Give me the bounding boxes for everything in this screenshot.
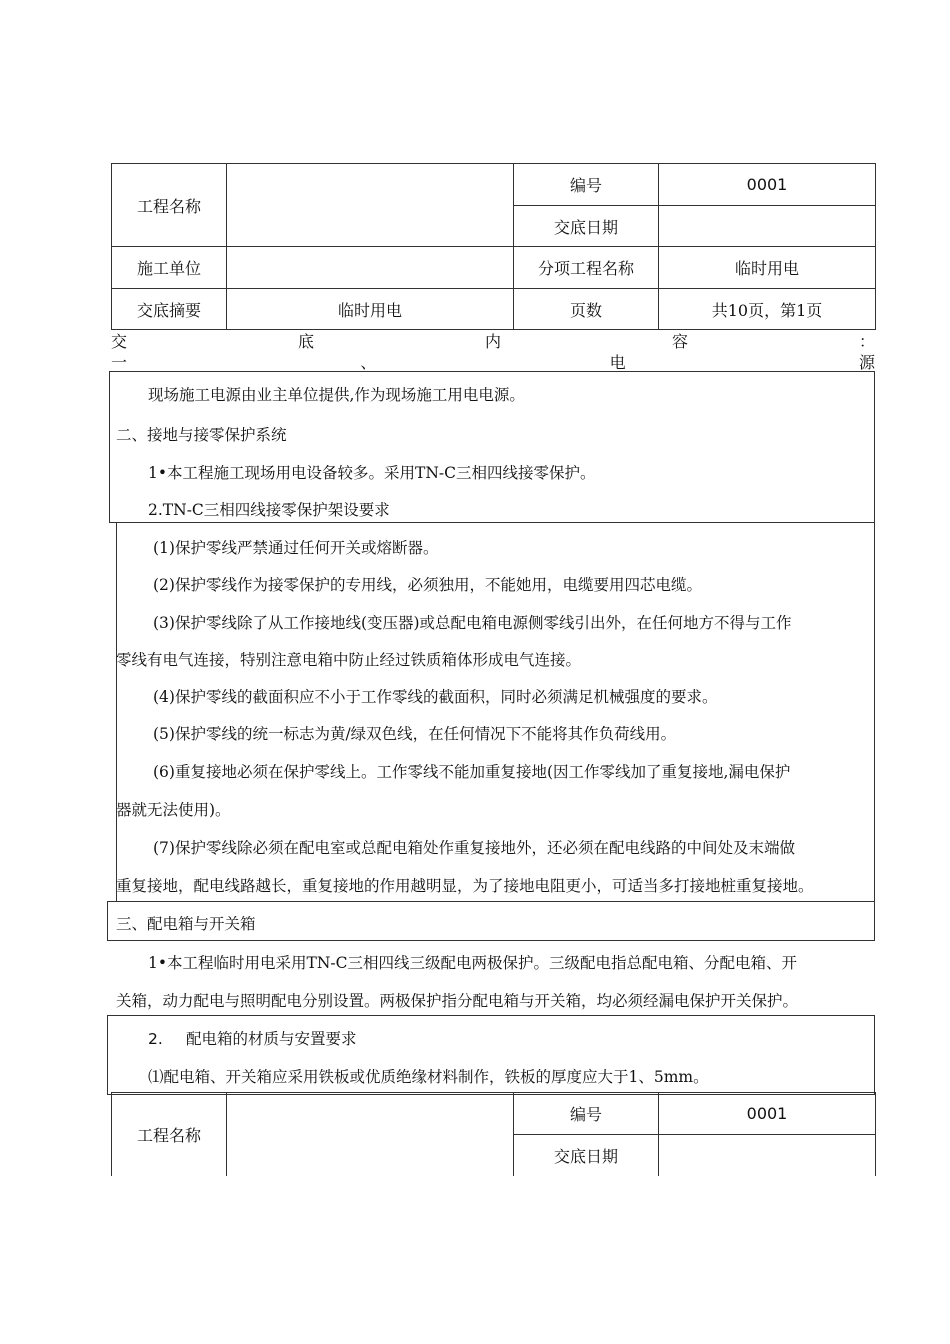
project-name-value bbox=[227, 164, 514, 247]
rule-item-7-line-2: 重复接地，配电线路越长，重复接地的作用越明显，为了接地电阻更小，可适当多打接地桩重复接地。 bbox=[116, 877, 814, 895]
rule-item-3-line-1: (3)保护零线除了从工作接地线(变压器)或总配电箱电源侧零线引出外，在任何地方不得与工作 bbox=[153, 614, 792, 632]
section-three-heading: 三、配电箱与开关箱 bbox=[116, 915, 256, 933]
distribution-paragraph-line-2: 关箱，动力配电与照明配电分别设置。两极保护指分配电箱与开关箱，均必须经漏电保护开关保护。 bbox=[116, 992, 799, 1010]
material-requirement-1: ⑴配电箱、开关箱应采用铁板或优质绝缘材料制作，铁板的厚度应大于1、5mm。 bbox=[148, 1068, 709, 1086]
distribution-paragraph-line-1: 1•本工程临时用电采用TN-C三相四线三级配电两极保护。三级配电指总配电箱、分配电箱、开 bbox=[148, 954, 798, 972]
heading-char: 内 bbox=[484, 332, 501, 351]
heading-char: 源 bbox=[858, 353, 875, 372]
pages-label: 页数 bbox=[514, 289, 659, 330]
project-name-label: 工程名称 bbox=[112, 164, 227, 247]
power-source-heading-line bbox=[111, 354, 875, 372]
footer-number-label: 编号 bbox=[514, 1093, 659, 1135]
rule-item-2: (2)保护零线作为接零保护的专用线，必须独用，不能她用，电缆要用四芯电缆。 bbox=[153, 576, 702, 594]
rule-item-6-line-2: 器就无法使用)。 bbox=[116, 801, 231, 819]
heading-char: 一 bbox=[111, 353, 128, 372]
heading-char: 底 bbox=[297, 332, 314, 351]
rule-item-7-line-1: (7)保护零线除必须在配电室或总配电箱处作重复接地外，还必须在配电线路的中间处及末端做 bbox=[153, 839, 795, 857]
summary-value: 临时用电 bbox=[227, 289, 514, 330]
pages-value: 共10页，第1页 bbox=[659, 289, 876, 330]
material-item-heading: 配电箱的材质与安置要求 bbox=[186, 1030, 357, 1048]
footer-date-value bbox=[659, 1135, 876, 1176]
date-label: 交底日期 bbox=[514, 206, 659, 247]
footer-date-label: 交底日期 bbox=[514, 1135, 659, 1176]
heading-char: ： bbox=[858, 332, 875, 351]
power-source-paragraph: 现场施工电源由业主单位提供,作为现场施工用电电源。 bbox=[148, 386, 525, 404]
footer-table bbox=[111, 1092, 876, 1176]
sub-project-label: 分项工程名称 bbox=[514, 247, 659, 289]
summary-label: 交底摘要 bbox=[112, 289, 227, 330]
material-item-number: 2. bbox=[148, 1030, 163, 1048]
heading-char: 交 bbox=[111, 332, 128, 351]
heading-char: 、 bbox=[360, 353, 377, 372]
date-value bbox=[659, 206, 876, 247]
grounding-paragraph-1: 1•本工程施工现场用电设备较多。采用TN-C三相四线接零保护。 bbox=[148, 464, 596, 482]
footer-number-value: 0001 bbox=[659, 1093, 876, 1135]
rule-item-3-line-2: 零线有电气连接，特别注意电箱中防止经过铁质箱体形成电气连接。 bbox=[116, 651, 582, 669]
contractor-label: 施工单位 bbox=[112, 247, 227, 289]
header-table bbox=[111, 163, 876, 330]
number-value: 0001 bbox=[659, 164, 876, 206]
heading-char: 电 bbox=[609, 353, 626, 372]
number-label: 编号 bbox=[514, 164, 659, 206]
content-heading-line bbox=[111, 333, 875, 351]
rule-item-5: (5)保护零线的统一标志为黄/绿双色线，在任何情况下不能将其作负荷线用。 bbox=[153, 725, 677, 743]
sub-project-value: 临时用电 bbox=[659, 247, 876, 289]
rule-item-1: (1)保护零线严禁通过任何开关或熔断器。 bbox=[153, 539, 439, 557]
rule-item-4: (4)保护零线的截面积应不小于工作零线的截面积，同时必须满足机械强度的要求。 bbox=[153, 688, 718, 706]
footer-project-name-label: 工程名称 bbox=[112, 1093, 227, 1176]
heading-char: 容 bbox=[671, 332, 688, 351]
grounding-paragraph-2: 2.TN-C三相四线接零保护架设要求 bbox=[148, 501, 390, 519]
section-two-heading: 二、接地与接零保护系统 bbox=[116, 426, 287, 444]
contractor-value bbox=[227, 247, 514, 289]
footer-project-name-value bbox=[227, 1093, 514, 1176]
rule-item-6-line-1: (6)重复接地必须在保护零线上。工作零线不能加重复接地(因工作零线加了重复接地,漏电保护 bbox=[153, 763, 791, 781]
